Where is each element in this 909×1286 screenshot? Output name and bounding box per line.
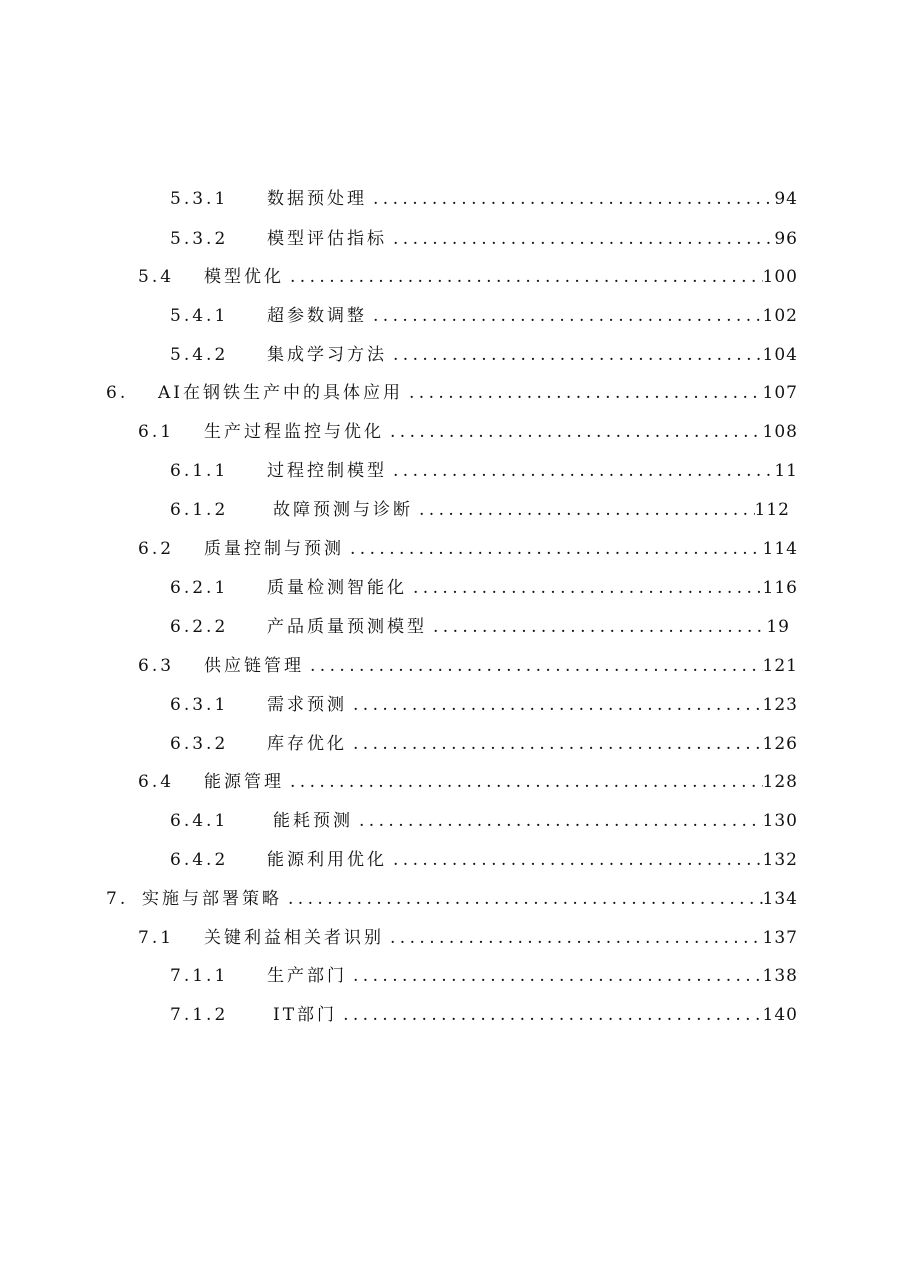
toc-title: 产品质量预测模型: [267, 617, 427, 637]
toc-number: 6.3.1: [170, 695, 229, 715]
toc-leader: [282, 886, 763, 912]
toc-number: 5.3.1: [170, 189, 229, 209]
toc-number: 6.4: [138, 772, 175, 792]
toc-page-number: 116: [762, 578, 798, 598]
toc-title: 质量控制与预测: [204, 539, 344, 559]
toc-entry[interactable]: [138, 925, 798, 951]
toc-title: 能耗预测: [273, 811, 353, 831]
toc-entry[interactable]: [170, 614, 790, 640]
toc-number: 5.4: [138, 267, 175, 287]
toc-number: 6.3: [138, 656, 175, 676]
toc-leader: [413, 497, 755, 523]
toc-title: 超参数调整: [267, 306, 367, 326]
toc-title: 故障预测与诊断: [273, 500, 413, 520]
toc-page-number: 104: [762, 345, 798, 365]
toc-number: 6.1: [138, 422, 175, 442]
toc-leader: [403, 380, 763, 406]
toc-entry[interactable]: [138, 419, 798, 445]
toc-number: 7.: [106, 889, 129, 909]
toc-number: 5.4.1: [170, 306, 229, 326]
toc-entry[interactable]: [170, 808, 798, 834]
toc-leader: [284, 264, 763, 290]
toc-entry[interactable]: [170, 186, 798, 212]
toc-entry[interactable]: [138, 264, 798, 290]
toc-entry[interactable]: [106, 886, 798, 912]
toc-entry[interactable]: [170, 731, 798, 757]
toc-title: 实施与部署策略: [142, 889, 282, 909]
toc-entry[interactable]: [138, 769, 798, 795]
toc-number: 6.2.1: [170, 578, 229, 598]
toc-title: IT部门: [273, 1005, 338, 1025]
toc-entry[interactable]: [170, 847, 798, 873]
toc-number: 7.1.1: [170, 966, 229, 986]
toc-page-number: 128: [762, 772, 798, 792]
toc-number: 6.4.1: [170, 811, 229, 831]
toc-number: 6.2: [138, 539, 175, 559]
toc-leader: [304, 653, 763, 679]
toc-leader: [387, 226, 774, 252]
toc-leader: [344, 536, 763, 562]
toc-leader: [407, 575, 763, 601]
toc-leader: [427, 614, 766, 640]
toc-title: 集成学习方法: [267, 345, 387, 365]
toc-entry[interactable]: [170, 303, 798, 329]
toc-leader: [347, 731, 763, 757]
toc-number: 7.1: [138, 928, 175, 948]
toc-page-number: 121: [762, 656, 798, 676]
toc-entry[interactable]: [170, 692, 798, 718]
toc-title: 模型优化: [204, 267, 284, 287]
toc-number: 6.2.2: [170, 617, 229, 637]
toc-page-number: 94: [774, 189, 798, 209]
toc-title: 过程控制模型: [267, 461, 387, 481]
toc-number: 6.4.2: [170, 850, 229, 870]
toc-leader: [384, 925, 763, 951]
toc-entry[interactable]: [170, 458, 798, 484]
toc-title: 生产过程监控与优化: [204, 422, 384, 442]
toc-leader: [284, 769, 763, 795]
toc-leader: [387, 342, 763, 368]
toc-number: 6.1.1: [170, 461, 229, 481]
toc-title: AI在钢铁生产中的具体应用: [158, 383, 403, 403]
toc-page-number: 100: [762, 267, 798, 287]
toc-leader: [367, 186, 774, 212]
toc-entry[interactable]: [106, 380, 798, 406]
toc-page-number: 126: [762, 734, 798, 754]
toc-leader: [387, 847, 763, 873]
toc-page-number: 123: [762, 695, 798, 715]
toc-title: 能源利用优化: [267, 850, 387, 870]
toc-entry[interactable]: [170, 963, 798, 989]
toc-number: 6.1.2: [170, 500, 229, 520]
toc-number: 5.3.2: [170, 229, 229, 249]
toc-page-number: 134: [762, 889, 798, 909]
toc-entry[interactable]: [170, 1002, 798, 1028]
toc-page-number: 108: [762, 422, 798, 442]
toc-title: 需求预测: [267, 695, 347, 715]
toc-page-number: 138: [762, 966, 798, 986]
toc-page-number: 112: [754, 500, 790, 520]
toc-leader: [367, 303, 763, 329]
toc-number: 7.1.2: [170, 1005, 229, 1025]
toc-title: 模型评估指标: [267, 229, 387, 249]
toc-entry[interactable]: [170, 226, 798, 252]
toc-leader: [384, 419, 763, 445]
toc-number: 5.4.2: [170, 345, 229, 365]
toc-leader: [347, 963, 763, 989]
toc-title: 库存优化: [267, 734, 347, 754]
toc-entry[interactable]: [170, 575, 798, 601]
toc-page-number: 107: [762, 383, 798, 403]
toc-page-number: 140: [762, 1005, 798, 1025]
toc-leader: [353, 808, 763, 834]
toc-page-number: 137: [762, 928, 798, 948]
toc-page-number: 132: [762, 850, 798, 870]
toc-title: 关键利益相关者识别: [204, 928, 384, 948]
toc-number: 6.3.2: [170, 734, 229, 754]
toc-title: 质量检测智能化: [267, 578, 407, 598]
toc-title: 生产部门: [267, 966, 347, 986]
toc-entry[interactable]: [170, 342, 798, 368]
toc-page-number: 130: [762, 811, 798, 831]
toc-title: 数据预处理: [267, 189, 367, 209]
toc-entry[interactable]: [170, 497, 790, 523]
toc-entry[interactable]: [138, 653, 798, 679]
toc-page-number: 11: [774, 461, 798, 481]
toc-page-number: 102: [762, 306, 798, 326]
toc-page-number: 114: [762, 539, 798, 559]
toc-leader: [347, 692, 763, 718]
toc-page-number: 19: [766, 617, 790, 637]
toc-entry[interactable]: [138, 536, 798, 562]
toc-leader: [337, 1002, 762, 1028]
toc-page-number: 96: [774, 229, 798, 249]
toc-title: 供应链管理: [204, 656, 304, 676]
toc-title: 能源管理: [204, 772, 284, 792]
toc-leader: [387, 458, 774, 484]
toc-number: 6.: [106, 383, 129, 403]
